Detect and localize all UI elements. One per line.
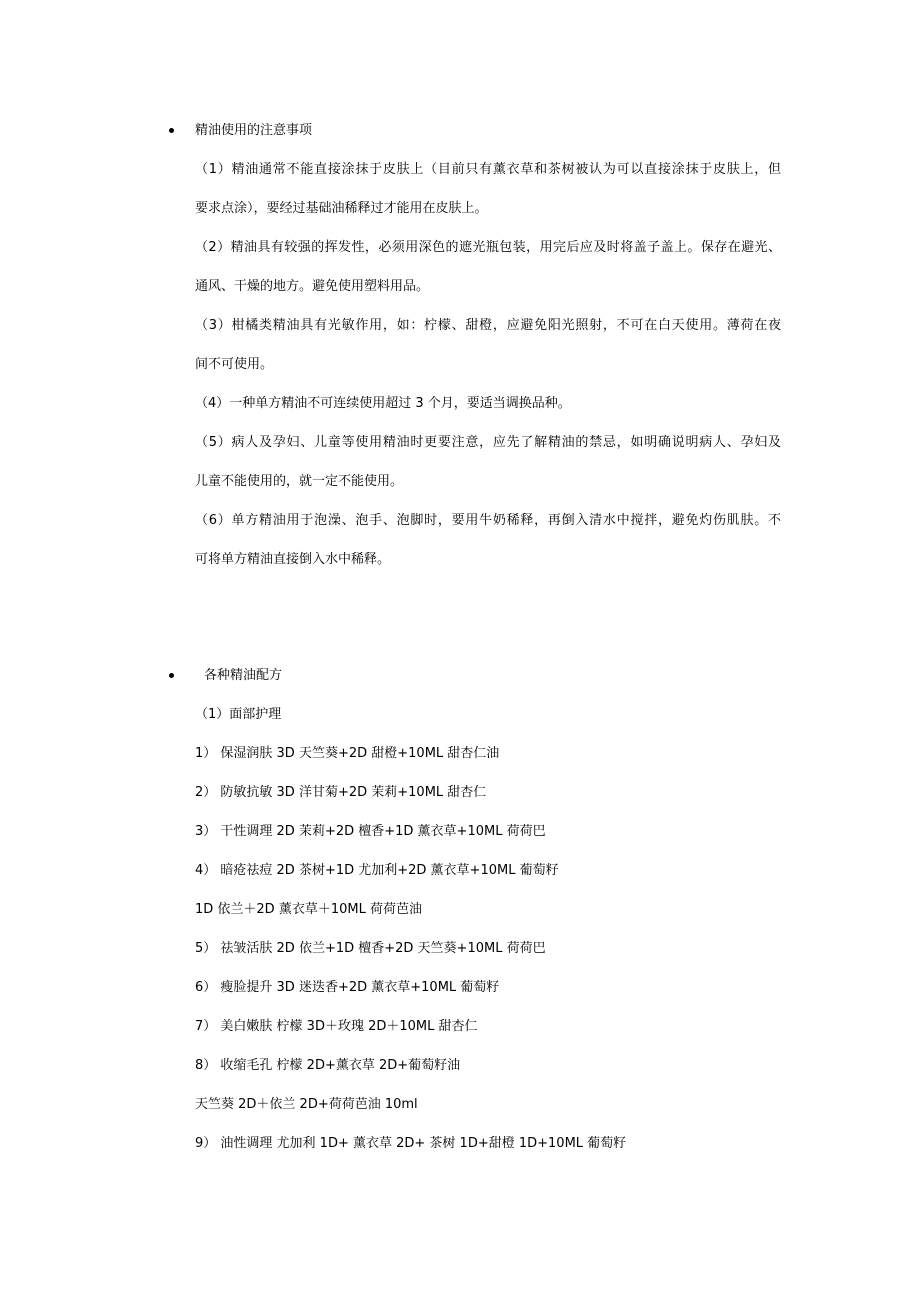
recipe-line: 3） 干性调理 2D 茉莉+2D 檀香+1D 薰衣草+10ML 荷荷巴	[195, 824, 546, 839]
note-line: （4）一种单方精油不可连续使用超过 3 个月，要适当调换品种。	[195, 396, 571, 411]
recipe-line: 1D 依兰＋2D 薰衣草＋10ML 荷荷芭油	[195, 902, 422, 917]
note-line: （2）精油具有较强的挥发性，必须用深色的遮光瓶包装，用完后应及时将盖子盖上。保存在避光、	[195, 240, 781, 255]
note-line: 间不可使用。	[195, 357, 274, 372]
note-line: 要求点涂），要经过基础油稀释过才能用在皮肤上。	[195, 201, 488, 216]
recipe-subheading: （1）面部护理	[195, 707, 282, 722]
recipe-line: 9） 油性调理 尤加利 1D+ 薰衣草 2D+ 茶树 1D+甜橙 1D+10ML 葡萄籽	[195, 1136, 627, 1151]
note-line: （6）单方精油用于泡澡、泡手、泡脚时，要用牛奶稀释，再倒入清水中搅拌，避免灼伤肌肤。不	[195, 513, 781, 528]
section-heading-recipes: 各种精油配方	[204, 668, 283, 683]
note-line: 儿童不能使用的，就一定不能使用。	[195, 474, 404, 489]
recipe-line: 7） 美白嫩肤 柠檬 3D＋玫瑰 2D＋10ML 甜杏仁	[195, 1019, 478, 1034]
note-line: 通风、干燥的地方。避免使用塑料用品。	[195, 279, 430, 294]
recipe-line: 6） 瘦脸提升 3D 迷迭香+2D 薰衣草+10ML 葡萄籽	[195, 980, 500, 995]
recipe-line: 5） 祛皱活肤 2D 依兰+1D 檀香+2D 天竺葵+10ML 荷荷巴	[195, 941, 546, 956]
note-line: （5）病人及孕妇、儿童等使用精油时更要注意，应先了解精油的禁忌，如明确说明病人、孕妇及	[195, 435, 781, 450]
note-line: 可将单方精油直接倒入水中稀释。	[195, 552, 391, 567]
section-heading-notes: 精油使用的注意事项	[195, 123, 313, 138]
recipe-line: 2） 防敏抗敏 3D 洋甘菊+2D 茉莉+10ML 甜杏仁	[195, 785, 487, 800]
recipe-line: 4） 暗疮祛痘 2D 茶树+1D 尤加利+2D 薰衣草+10ML 葡萄籽	[195, 863, 559, 878]
recipe-line: 1） 保湿润肤 3D 天竺葵+2D 甜橙+10ML 甜杏仁油	[195, 746, 500, 761]
bullet-icon	[169, 673, 174, 678]
recipe-line: 8） 收缩毛孔 柠檬 2D+薰衣草 2D+葡萄籽油	[195, 1058, 461, 1073]
note-line: （3）柑橘类精油具有光敏作用，如：柠檬、甜橙，应避免阳光照射，不可在白天使用。薄荷在夜	[195, 318, 781, 333]
bullet-icon	[169, 128, 174, 133]
note-line: （1）精油通常不能直接涂抹于皮肤上（目前只有薰衣草和茶树被认为可以直接涂抹于皮肤上，但	[195, 162, 781, 177]
recipe-line: 天竺葵 2D＋依兰 2D+荷荷芭油 10ml	[195, 1097, 418, 1112]
